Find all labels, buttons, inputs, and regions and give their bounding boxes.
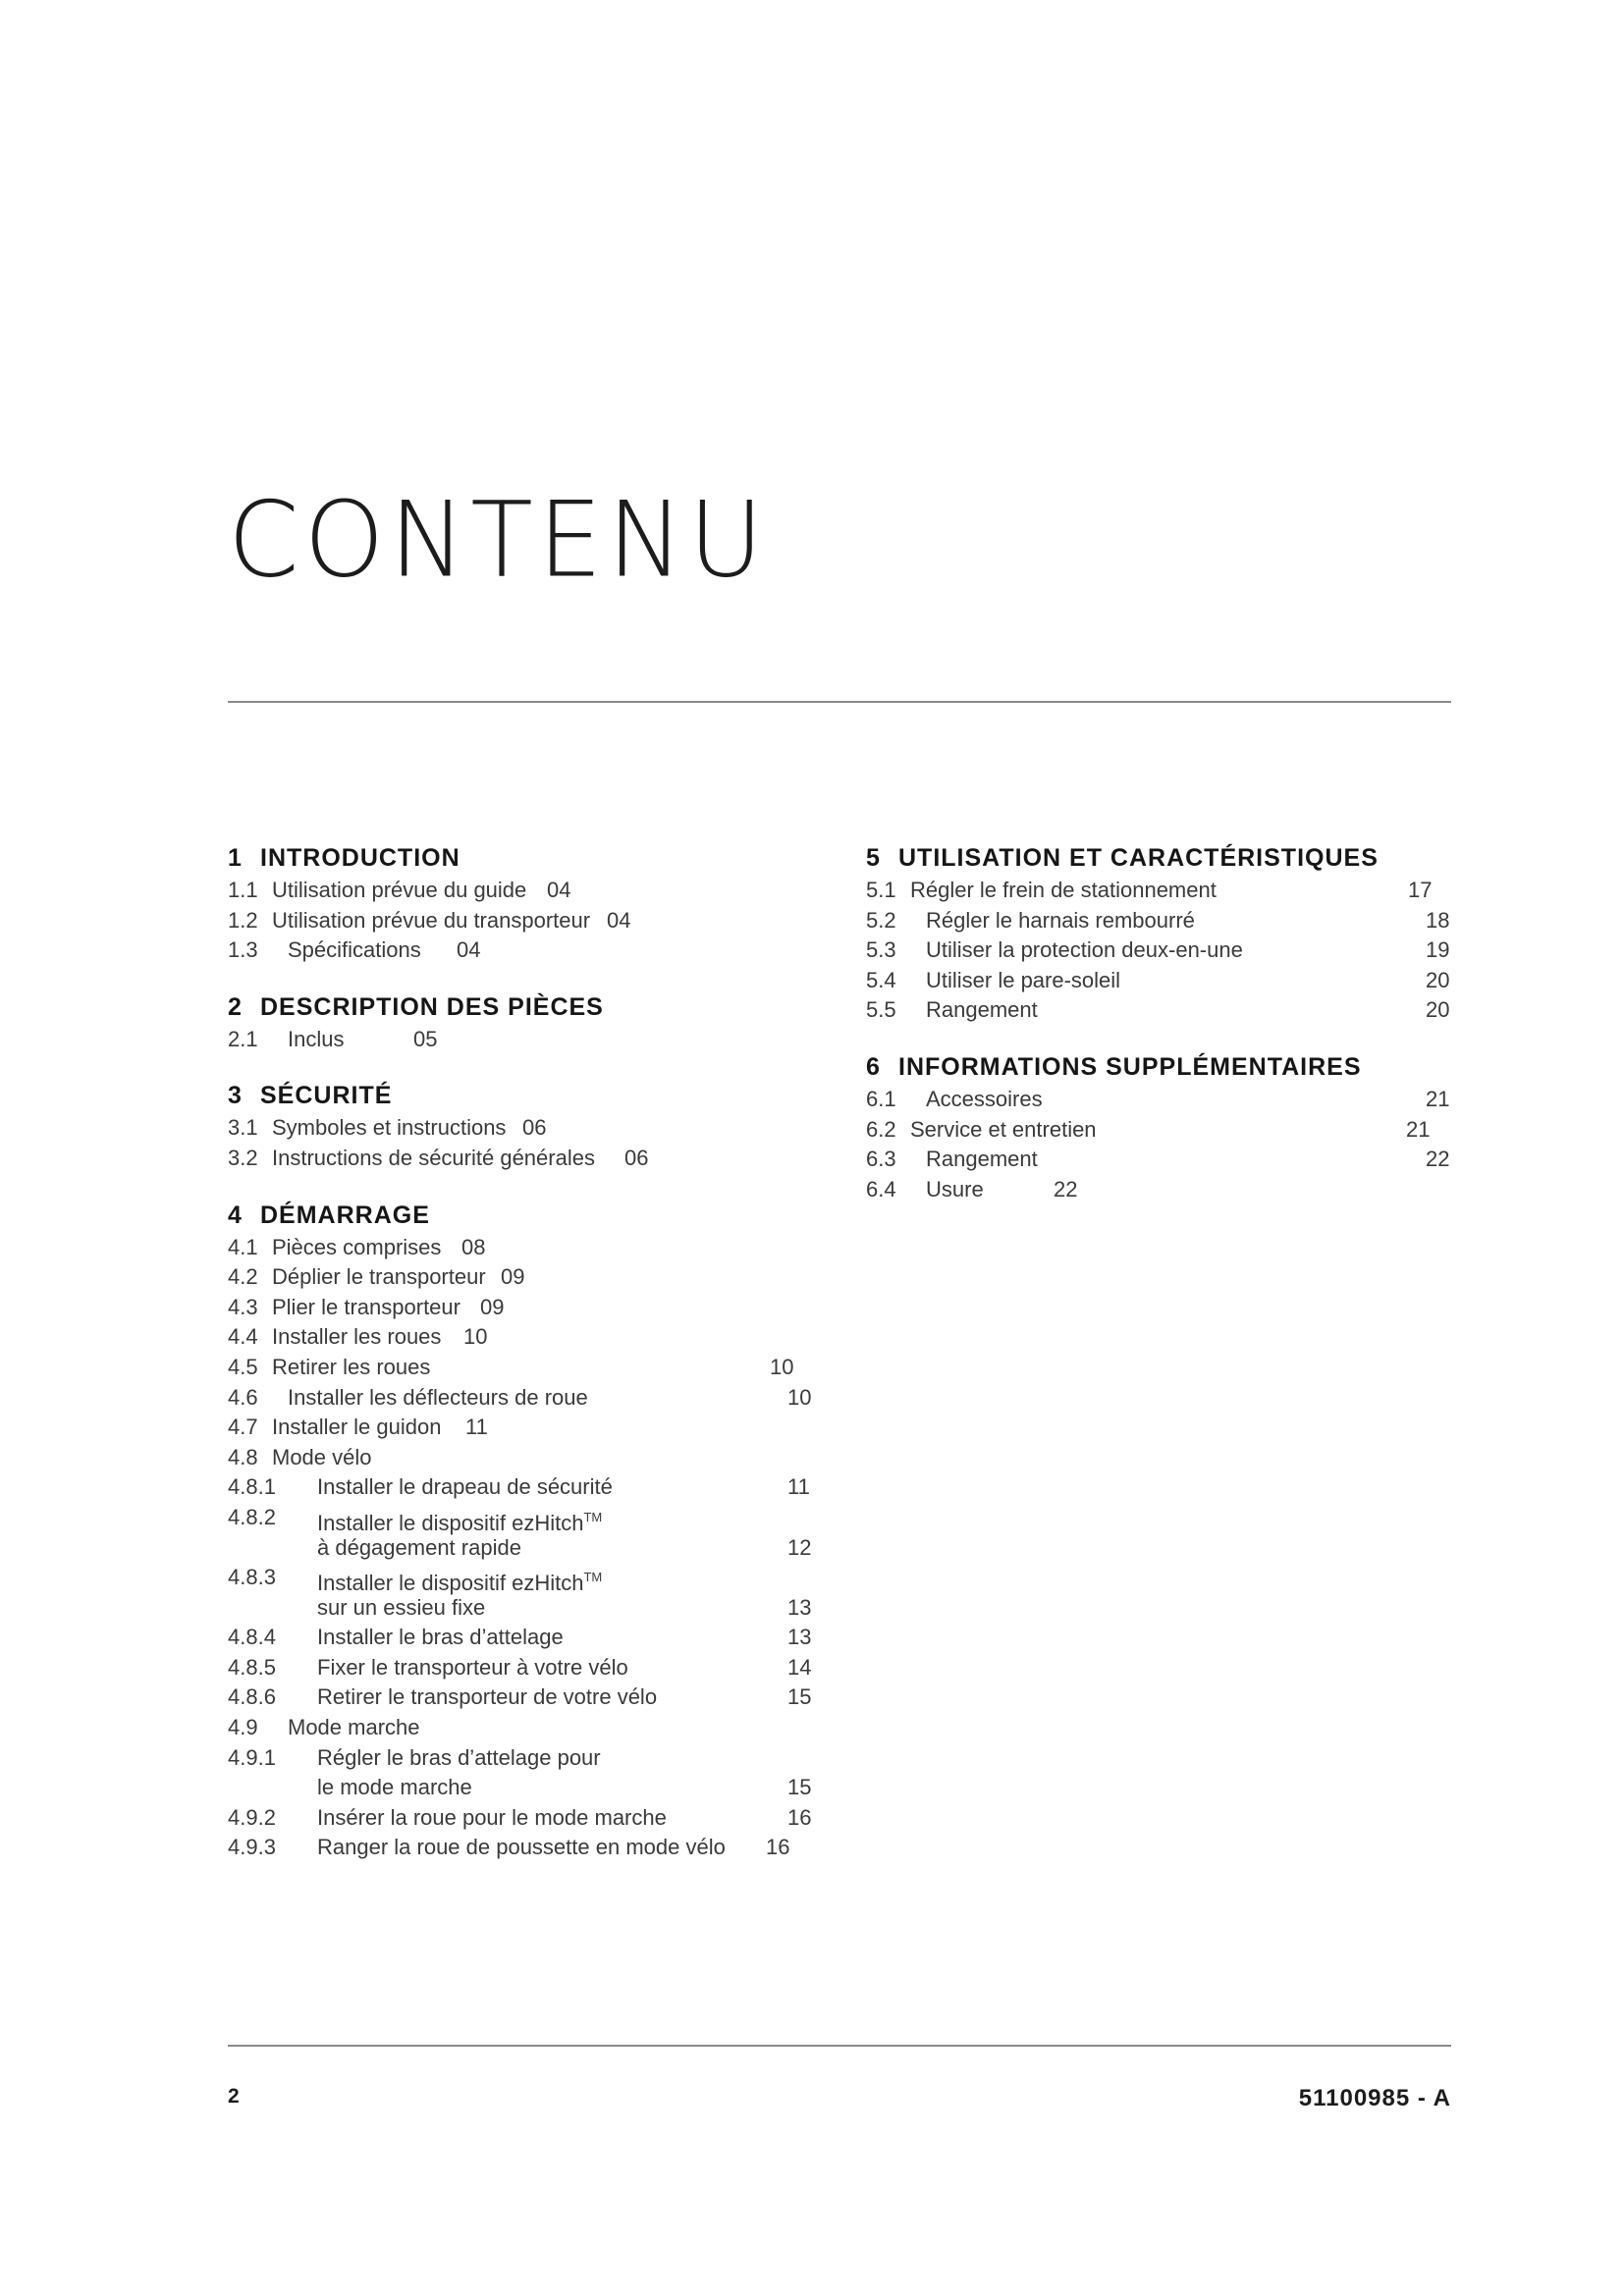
toc-entry[interactable]: [866, 995, 1455, 1026]
entry-page-number: 10: [787, 1384, 812, 1410]
entry-title-text: Mode vélo: [272, 1444, 372, 1469]
entry-page-number: 06: [624, 1145, 649, 1170]
entry-number: 4.6: [228, 1384, 258, 1410]
section-title: SÉCURITÉ: [260, 1082, 393, 1110]
section-heading: [228, 1200, 817, 1231]
entry-title: [272, 1293, 460, 1323]
entry-page-number: 06: [522, 1115, 547, 1141]
entry-title-text: Installer le bras d’attelage: [317, 1625, 564, 1650]
entry-title-text: Installer les déflecteurs de roue: [288, 1384, 588, 1410]
entry-title: [317, 1623, 564, 1653]
entry-number: 4.8.1: [228, 1474, 276, 1500]
toc-entry[interactable]: [866, 876, 1455, 906]
entry-number: 1.2: [228, 907, 258, 933]
entry-title-text: Service et entretien: [910, 1116, 1097, 1142]
entry-page-number: 11: [465, 1415, 488, 1440]
entry-number: 4.9.3: [228, 1835, 276, 1860]
entry-title: [317, 1593, 485, 1624]
entry-number: 5.4: [866, 967, 896, 992]
document-reference: 51100985 - A: [1298, 2085, 1451, 2111]
toc-entry[interactable]: [228, 935, 817, 966]
entry-page-number: 19: [1426, 937, 1450, 963]
entry-title: [317, 1743, 601, 1774]
entry-page-number: 08: [461, 1234, 486, 1259]
entry-title-text: Installer le dispositif ezHitch: [317, 1571, 584, 1596]
entry-number: 4.8.2: [228, 1504, 276, 1529]
entry-title: [926, 966, 1120, 996]
entry-title-text: Installer le dispositif ezHitch: [317, 1510, 584, 1535]
trademark-mark: TM: [583, 1509, 603, 1524]
entry-page-number: 11: [787, 1474, 810, 1500]
entry-page-number: 15: [787, 1775, 812, 1800]
toc-entry[interactable]: [866, 935, 1455, 966]
entry-title: [272, 906, 590, 936]
entry-number: 5.1: [866, 878, 896, 902]
entry-title: [272, 1233, 441, 1263]
entry-page-number: 04: [457, 937, 481, 963]
entry-title: [272, 1322, 441, 1353]
entry-title-text: Installer le guidon: [272, 1415, 442, 1440]
entry-title: [288, 935, 421, 966]
entry-number: 4.9.1: [228, 1744, 276, 1770]
entry-title: [910, 1115, 1097, 1146]
toc-section: [866, 842, 1455, 1026]
entry-title: [272, 876, 526, 906]
toc-entry[interactable]: [228, 1682, 817, 1713]
toc-entry[interactable]: [228, 1353, 817, 1383]
toc-entry[interactable]: [228, 1233, 817, 1263]
section-number: 3: [228, 1082, 243, 1110]
toc-entry[interactable]: [228, 1025, 817, 1055]
entry-page-number: 22: [1426, 1147, 1450, 1172]
entry-page-number: 09: [480, 1294, 505, 1319]
toc-entry[interactable]: [228, 1413, 817, 1443]
entry-number: 4.8.6: [228, 1684, 276, 1710]
toc-entry[interactable]: [228, 1322, 817, 1353]
section-heading: [228, 1080, 817, 1111]
toc-entry[interactable]: [228, 1113, 817, 1144]
entry-number: 4.7: [228, 1415, 258, 1440]
entry-number: 6.2: [866, 1116, 896, 1142]
toc-entry[interactable]: [228, 1144, 817, 1174]
toc-entry[interactable]: [228, 1773, 817, 1803]
entry-title-text: Mode marche: [288, 1715, 420, 1740]
toc-entry[interactable]: [228, 1653, 817, 1683]
entry-number: 4.1: [228, 1234, 258, 1259]
entry-title-text: Ranger la roue de poussette en mode vélo: [317, 1835, 726, 1860]
title-divider: [228, 701, 1451, 703]
entry-page-number: 21: [1426, 1086, 1450, 1111]
section-heading: [866, 842, 1455, 874]
toc-entry[interactable]: [866, 906, 1455, 936]
section-number: 5: [866, 844, 881, 872]
page-number: 2: [228, 2085, 240, 2108]
entry-number: 4.8.3: [228, 1565, 276, 1590]
entry-page-number: 18: [1426, 907, 1450, 933]
entry-page-number: 13: [787, 1625, 812, 1650]
section-number: 2: [228, 992, 243, 1021]
toc-section: [228, 991, 817, 1055]
entry-title-text: Utilisation prévue du transporteur: [272, 907, 591, 933]
section-title: INTRODUCTION: [260, 844, 460, 872]
entry-title-text: Utilisation prévue du guide: [272, 878, 527, 902]
entry-page-number: 10: [463, 1324, 488, 1350]
entry-number: 3.2: [228, 1145, 258, 1170]
entry-title: [317, 1833, 726, 1863]
toc-entry[interactable]: [866, 1115, 1455, 1146]
entry-number: 4.8.4: [228, 1625, 276, 1650]
entry-number: 5.5: [866, 997, 896, 1023]
entry-title-text: Régler le frein de stationnement: [910, 878, 1217, 902]
section-heading: [866, 1051, 1455, 1083]
footer-divider: [228, 2045, 1451, 2047]
toc-entry[interactable]: [228, 1563, 817, 1596]
entry-title-text: Déplier le transporteur: [272, 1264, 486, 1290]
entry-title: [926, 995, 1038, 1026]
entry-title-text: Installer le drapeau de sécurité: [317, 1474, 613, 1500]
entry-title-text: Pièces comprises: [272, 1234, 442, 1259]
toc-entry[interactable]: [228, 1383, 817, 1414]
entry-page-number: 12: [787, 1534, 812, 1560]
entry-number: 6.3: [866, 1147, 896, 1172]
toc-entry[interactable]: [228, 1472, 817, 1503]
toc-entry[interactable]: [866, 1145, 1455, 1175]
entry-number: 4.5: [228, 1354, 258, 1379]
section-number: 1: [228, 844, 243, 872]
entry-title-text: Utiliser la protection deux-en-une: [926, 937, 1243, 963]
toc-entry[interactable]: [866, 1175, 1455, 1205]
toc-entry[interactable]: [228, 1593, 817, 1624]
entry-title-text: le mode marche: [317, 1775, 472, 1800]
entry-number: 4.9: [228, 1715, 258, 1740]
entry-title: [317, 1533, 521, 1564]
entry-page-number: 04: [607, 907, 631, 933]
entry-title-text: Retirer le transporteur de votre vélo: [317, 1684, 658, 1710]
toc-entry[interactable]: [228, 1743, 817, 1774]
section-title: INFORMATIONS SUPPLÉMENTAIRES: [898, 1052, 1362, 1081]
entry-number: 4.4: [228, 1324, 258, 1350]
toc-entry[interactable]: [228, 1803, 817, 1834]
entry-title-text: Retirer les roues: [272, 1354, 431, 1379]
entry-number: 6.4: [866, 1176, 896, 1201]
entry-title-text: Symboles et instructions: [272, 1115, 507, 1141]
toc-entry[interactable]: [228, 1293, 817, 1323]
page-title: CONTENU: [228, 478, 769, 602]
entry-number: 4.9.2: [228, 1804, 276, 1830]
entry-title: [926, 1175, 984, 1205]
entry-title-text: Insérer la roue pour le mode marche: [317, 1804, 667, 1830]
entry-page-number: 05: [413, 1026, 438, 1051]
entry-title-text: Régler le harnais rembourré: [926, 907, 1195, 933]
entry-title: [926, 935, 1243, 966]
entry-page-number: 20: [1426, 967, 1450, 992]
entry-title-text: sur un essieu fixe: [317, 1594, 486, 1620]
trademark-mark: TM: [583, 1570, 603, 1585]
entry-page-number: 04: [547, 878, 571, 902]
entry-title: [926, 1145, 1038, 1175]
toc-entry[interactable]: [228, 1262, 817, 1293]
entry-number: 4.3: [228, 1294, 258, 1319]
entry-title-text: Accessoires: [926, 1086, 1043, 1111]
section-title: DÉMARRAGE: [260, 1201, 430, 1229]
entry-number: 4.2: [228, 1264, 258, 1290]
toc-right-column: [866, 842, 1455, 1230]
entry-number: 4.8: [228, 1444, 258, 1469]
entry-title-text: à dégagement rapide: [317, 1534, 521, 1560]
entry-title-text: Usure: [926, 1176, 984, 1201]
entry-page-number: 13: [787, 1594, 812, 1620]
entry-number: 1.3: [228, 937, 258, 963]
section-heading: [228, 842, 817, 874]
toc-left-column: [228, 842, 817, 1889]
entry-page-number: 16: [787, 1804, 812, 1830]
entry-title: [272, 1144, 595, 1174]
section-number: 6: [866, 1052, 881, 1081]
entry-title-text: Installer les roues: [272, 1324, 442, 1350]
section-title: DESCRIPTION DES PIÈCES: [260, 992, 604, 1021]
toc-entry[interactable]: [228, 1503, 817, 1533]
entry-title: [910, 876, 1217, 906]
toc-entry[interactable]: [228, 1533, 817, 1564]
entry-page-number: 17: [1408, 878, 1433, 902]
toc-entry[interactable]: [866, 1085, 1455, 1115]
entry-title-text: Plier le transporteur: [272, 1294, 460, 1319]
entry-title-text: Rangement: [926, 997, 1038, 1023]
entry-title: [926, 1085, 1043, 1115]
entry-page-number: 21: [1406, 1116, 1431, 1142]
entry-title-text: Utiliser le pare-soleil: [926, 967, 1121, 992]
entry-title: [926, 906, 1195, 936]
entry-title: [288, 1713, 420, 1743]
section-heading: [228, 991, 817, 1023]
toc-section: [228, 1200, 817, 1863]
entry-title-text: Fixer le transporteur à votre vélo: [317, 1654, 628, 1680]
entry-title: [317, 1803, 667, 1834]
toc-entry[interactable]: [228, 1623, 817, 1653]
toc-entry[interactable]: [228, 876, 817, 906]
entry-title: [317, 1472, 613, 1503]
toc-section: [866, 1051, 1455, 1204]
entry-page-number: 14: [787, 1654, 812, 1680]
entry-title: [317, 1682, 657, 1713]
entry-title: [317, 1773, 472, 1803]
entry-number: 4.8.5: [228, 1654, 276, 1680]
entry-title: [317, 1653, 628, 1683]
entry-number: 5.2: [866, 907, 896, 933]
entry-title-text: Régler le bras d’attelage pour: [317, 1744, 601, 1770]
toc-section: [228, 842, 817, 966]
entry-number: 3.1: [228, 1115, 258, 1141]
toc-entry[interactable]: [228, 1713, 817, 1743]
entry-title: [288, 1383, 588, 1414]
entry-title: [288, 1025, 344, 1055]
section-title: UTILISATION ET CARACTÉRISTIQUES: [898, 844, 1379, 872]
entry-number: 5.3: [866, 937, 896, 963]
toc-section: [228, 1080, 817, 1173]
entry-title: [272, 1443, 372, 1473]
entry-page-number: 16: [766, 1835, 790, 1860]
entry-number: 2.1: [228, 1026, 258, 1051]
entry-title-text: Spécifications: [288, 937, 421, 963]
entry-title: [272, 1413, 441, 1443]
entry-title-text: Rangement: [926, 1147, 1038, 1172]
entry-page-number: 10: [770, 1354, 794, 1379]
entry-number: 1.1: [228, 878, 258, 902]
entry-page-number: 22: [1054, 1176, 1078, 1201]
toc-entry[interactable]: [228, 1443, 817, 1473]
section-number: 4: [228, 1201, 243, 1229]
entry-page-number: 15: [787, 1684, 812, 1710]
toc-entry[interactable]: [866, 966, 1455, 996]
entry-title-text: Inclus: [288, 1026, 345, 1051]
entry-number: 6.1: [866, 1086, 896, 1111]
entry-page-number: 09: [501, 1264, 525, 1290]
entry-title-text: Instructions de sécurité générales: [272, 1145, 595, 1170]
entry-title: [272, 1113, 506, 1144]
entry-title: [272, 1353, 430, 1383]
toc-entry[interactable]: [228, 1833, 817, 1863]
entry-page-number: 20: [1426, 997, 1450, 1023]
entry-title: [272, 1262, 486, 1293]
toc-entry[interactable]: [228, 906, 817, 936]
